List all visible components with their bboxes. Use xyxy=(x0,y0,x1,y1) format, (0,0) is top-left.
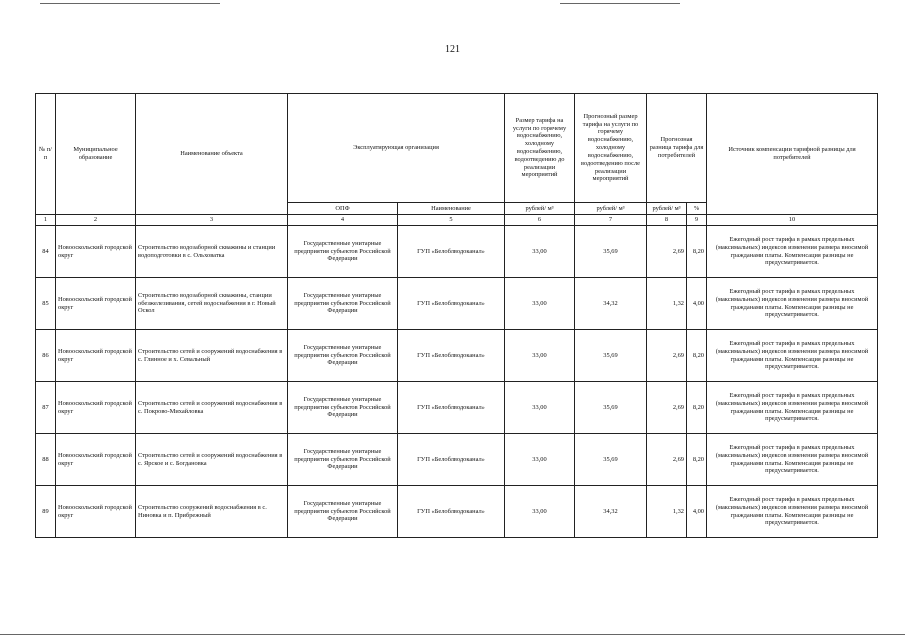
row-compensation: Ежегодный рост тарифа в рамках предельных (максимальных) индексов изменения размера вносимой гражданами платы. Компенсация разницы не предусматривается. xyxy=(707,382,878,434)
row-diff-pct: 8,20 xyxy=(687,330,707,382)
row-object: Строительство сетей и сооружений водоснабжения в с. Глинное и х. Севальный xyxy=(136,330,288,382)
row-tariff-before: 33,00 xyxy=(505,226,575,278)
row-org: ГУП «Белоблводоканал» xyxy=(398,330,505,382)
row-diff-rub: 2,69 xyxy=(647,434,687,486)
page-number: 121 xyxy=(445,44,460,55)
row-object: Строительство сооружений водоснабжения в с. Ниновка и п. Прибрежный xyxy=(136,486,288,538)
header-row xyxy=(36,94,878,203)
row-diff-rub: 2,69 xyxy=(647,330,687,382)
row-diff-pct: 8,20 xyxy=(687,226,707,278)
row-object: Строительство сетей и сооружений водоснабжения в с. Покрово-Михайловка xyxy=(136,382,288,434)
column-index: 6 xyxy=(505,215,575,226)
row-opf: Государственные унитарные предприятия субъектов Российской Федерации xyxy=(288,278,398,330)
row-diff-pct: 8,20 xyxy=(687,434,707,486)
row-opf: Государственные унитарные предприятия субъектов Российской Федерации xyxy=(288,382,398,434)
header-compensation: Источник компенсации тарифной разницы для потребителей xyxy=(707,94,878,215)
header-tariff-forecast: Прогнозный размер тарифа на услуги по горячему водоснабжению, холодному водоснабжению, водоотведению после реализации мероприятий xyxy=(575,94,647,203)
row-compensation: Ежегодный рост тарифа в рамках предельных (максимальных) индексов изменения размера вносимой гражданами платы. Компенсация разницы не предусматривается. xyxy=(707,330,878,382)
table-row xyxy=(36,330,878,382)
column-index: 2 xyxy=(56,215,136,226)
table-row xyxy=(36,226,878,278)
row-tariff-before: 33,00 xyxy=(505,486,575,538)
header-tariff-size: Размер тарифа на услуги по горячему водоснабжению, холодному водоснабжению, водоотведению до реализации мероприятий xyxy=(505,94,575,203)
row-diff-rub: 1,32 xyxy=(647,278,687,330)
row-municipality: Новооскольский городской округ xyxy=(56,486,136,538)
row-municipality: Новооскольский городской округ xyxy=(56,382,136,434)
header-org-name: Наименование xyxy=(398,203,505,215)
row-compensation: Ежегодный рост тарифа в рамках предельных (максимальных) индексов изменения размера вносимой гражданами платы. Компенсация разницы не предусматривается. xyxy=(707,278,878,330)
header-municipality: Муниципальное образование xyxy=(56,94,136,215)
row-diff-rub: 1,32 xyxy=(647,486,687,538)
header-tariff-diff: Прогнозная разница тарифа для потребителей xyxy=(647,94,707,203)
row-tariff-after: 34,32 xyxy=(575,278,647,330)
header-unit-before: рублей/ м³ xyxy=(505,203,575,215)
header-object: Наименование объекта xyxy=(136,94,288,215)
column-index: 5 xyxy=(398,215,505,226)
row-diff-rub: 2,69 xyxy=(647,226,687,278)
row-object: Строительство водозаборной скважины, станции обезжелезивания, сетей водоснабжения в г. Новый Оскол xyxy=(136,278,288,330)
row-opf: Государственные унитарные предприятия субъектов Российской Федерации xyxy=(288,486,398,538)
table-row xyxy=(36,382,878,434)
top-edge-line-right xyxy=(560,3,680,4)
row-tariff-before: 33,00 xyxy=(505,382,575,434)
row-object: Строительство водозаборной скважины и станции водоподготовки в с. Ольховатка xyxy=(136,226,288,278)
row-diff-pct: 8,20 xyxy=(687,382,707,434)
header-operator: Эксплуатирующая организация xyxy=(288,94,505,203)
row-tariff-after: 35,69 xyxy=(575,382,647,434)
header-unit-after: рублей/ м³ xyxy=(575,203,647,215)
row-tariff-before: 33,00 xyxy=(505,330,575,382)
row-compensation: Ежегодный рост тарифа в рамках предельных (максимальных) индексов изменения размера вносимой гражданами платы. Компенсация разницы не предусматривается. xyxy=(707,486,878,538)
row-org: ГУП «Белоблводоканал» xyxy=(398,434,505,486)
row-num: 84 xyxy=(36,226,56,278)
tariff-table xyxy=(35,93,878,538)
row-tariff-after: 34,32 xyxy=(575,486,647,538)
row-compensation: Ежегодный рост тарифа в рамках предельных (максимальных) индексов изменения размера вносимой гражданами платы. Компенсация разницы не предусматривается. xyxy=(707,226,878,278)
row-tariff-after: 35,69 xyxy=(575,226,647,278)
row-opf: Государственные унитарные предприятия субъектов Российской Федерации xyxy=(288,330,398,382)
row-org: ГУП «Белоблводоканал» xyxy=(398,226,505,278)
row-num: 89 xyxy=(36,486,56,538)
column-index: 7 xyxy=(575,215,647,226)
row-num: 85 xyxy=(36,278,56,330)
header-unit-diff: рублей/ м³ xyxy=(647,203,687,215)
column-index: 8 xyxy=(647,215,687,226)
row-tariff-before: 33,00 xyxy=(505,278,575,330)
column-index: 4 xyxy=(288,215,398,226)
row-tariff-after: 35,69 xyxy=(575,330,647,382)
header-num: № п/п xyxy=(36,94,56,215)
row-org: ГУП «Белоблводоканал» xyxy=(398,382,505,434)
column-index: 3 xyxy=(136,215,288,226)
row-num: 87 xyxy=(36,382,56,434)
row-municipality: Новооскольский городской округ xyxy=(56,226,136,278)
row-opf: Государственные унитарные предприятия субъектов Российской Федерации xyxy=(288,226,398,278)
row-opf: Государственные унитарные предприятия субъектов Российской Федерации xyxy=(288,434,398,486)
row-municipality: Новооскольский городской округ xyxy=(56,434,136,486)
row-object: Строительство сетей и сооружений водоснабжения в с. Ярское и с. Богдановка xyxy=(136,434,288,486)
header-unit-pct: % xyxy=(687,203,707,215)
row-tariff-before: 33,00 xyxy=(505,434,575,486)
table-row xyxy=(36,278,878,330)
row-municipality: Новооскольский городской округ xyxy=(56,330,136,382)
row-diff-rub: 2,69 xyxy=(647,382,687,434)
row-tariff-after: 35,69 xyxy=(575,434,647,486)
table-row xyxy=(36,486,878,538)
row-compensation: Ежегодный рост тарифа в рамках предельных (максимальных) индексов изменения размера вносимой гражданами платы. Компенсация разницы не предусматривается. xyxy=(707,434,878,486)
column-index: 10 xyxy=(707,215,878,226)
row-org: ГУП «Белоблводоканал» xyxy=(398,278,505,330)
top-edge-line xyxy=(40,3,220,4)
column-index: 9 xyxy=(687,215,707,226)
row-org: ГУП «Белоблводоканал» xyxy=(398,486,505,538)
row-num: 86 xyxy=(36,330,56,382)
header-opf: ОПФ xyxy=(288,203,398,215)
column-index: 1 xyxy=(36,215,56,226)
row-num: 88 xyxy=(36,434,56,486)
column-index-row xyxy=(36,215,878,226)
bottom-edge-line xyxy=(0,634,905,635)
row-diff-pct: 4,00 xyxy=(687,278,707,330)
row-municipality: Новооскольский городской округ xyxy=(56,278,136,330)
table-row xyxy=(36,434,878,486)
row-diff-pct: 4,00 xyxy=(687,486,707,538)
